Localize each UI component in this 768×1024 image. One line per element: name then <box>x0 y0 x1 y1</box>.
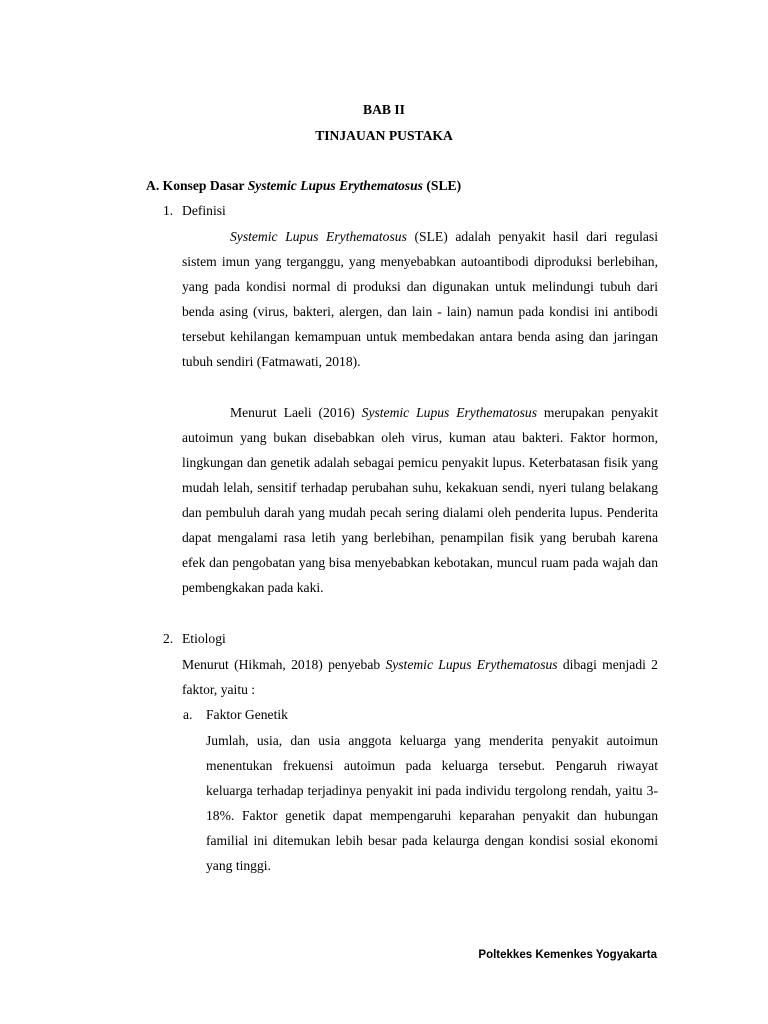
etiologi-paragraph <box>182 652 658 702</box>
section-a-prefix: A. Konsep Dasar <box>146 178 248 193</box>
etiologi-p1-italic: Systemic Lupus Erythematosus <box>385 657 558 672</box>
definisi-p1-italic: Systemic Lupus Erythematosus <box>230 229 407 244</box>
item-1-label: Definisi <box>182 203 226 218</box>
footer-institution: Poltekkes Kemenkes Yogyakarta <box>478 949 657 961</box>
chapter-title: TINJAUAN PUSTAKA <box>315 128 453 143</box>
section-a-title-italic: Systemic Lupus Erythematosus <box>247 178 423 193</box>
item-2-number: 2. <box>163 631 174 646</box>
definisi-p2-text: merupakan penyakit autoimun yang bukan disebabkan oleh virus, kuman atau bakteri. Faktor hormon, lingkungan dan genetik adalah sebagai pemicu penyakit lupus. Keterbatasan fisik yang mudah lelah, sensitif terhadap perubahan suhu, kekakuan sendi, nyeri tulang belakang dan pembuluh darah yang mudah pecah sering dialami oleh penderita lupus. Penderita dapat mengalami rasa letih yang berlebihan, penampilan fisik yang berubah karena efek dan pengobatan yang bisa menyebabkan kebotakan, muncul ruam pada wajah dan pembengkakan pada kaki. <box>182 405 658 595</box>
item-1-number: 1. <box>163 203 174 218</box>
definisi-paragraph-1 <box>182 224 658 374</box>
definisi-p1-text: (SLE) adalah penyakit hasil dari regulasi sistem imun yang terganggu, yang menyebabkan autoantibodi diproduksi berlebihan, yang pada kondisi normal di produksi dan digunakan untuk melindungi tubuh dari benda asing (virus, bakteri, alergen, dan lain - lain) namun pada kondisi ini antibodi tersebut kehilangan kemampuan untuk membedakan antara benda asing dan jaringan tubuh sendiri (Fatmawati, 2018). <box>182 229 659 369</box>
definisi-p2-lead: Menurut Laeli (2016) <box>230 405 362 420</box>
section-a-suffix: (SLE) <box>422 178 462 193</box>
sub-item-a-letter: a. <box>183 707 193 722</box>
chapter-number: BAB II <box>363 102 405 117</box>
item-2-label: Etiologi <box>182 631 226 646</box>
definisi-p2-italic: Systemic Lupus Erythematosus <box>361 405 538 420</box>
faktor-genetik-paragraph: Jumlah, usia, dan usia anggota keluarga yang menderita penyakit autoimun menentukan frekuensi autoimun pada keluarga tersebut. Pengaruh riwayat keluarga terhadap terjadinya penyakit ini pada individu tergolong rendah, yaitu 3-18%. Faktor genetik dapat mempengaruhi keparahan penyakit dan hubungan familial ini ditemukan lebih besar pada kelaurga dengan kondisi sosial ekonomi yang tinggi. <box>206 733 658 873</box>
definisi-paragraph-2 <box>182 400 658 600</box>
sub-item-a-label: Faktor Genetik <box>206 707 288 722</box>
etiologi-p1-lead: Menurut (Hikmah, 2018) penyebab <box>182 657 386 672</box>
section-a-heading <box>146 178 461 194</box>
etiologi-p1-text: dibagi menjadi 2 faktor, yaitu : <box>182 657 658 697</box>
